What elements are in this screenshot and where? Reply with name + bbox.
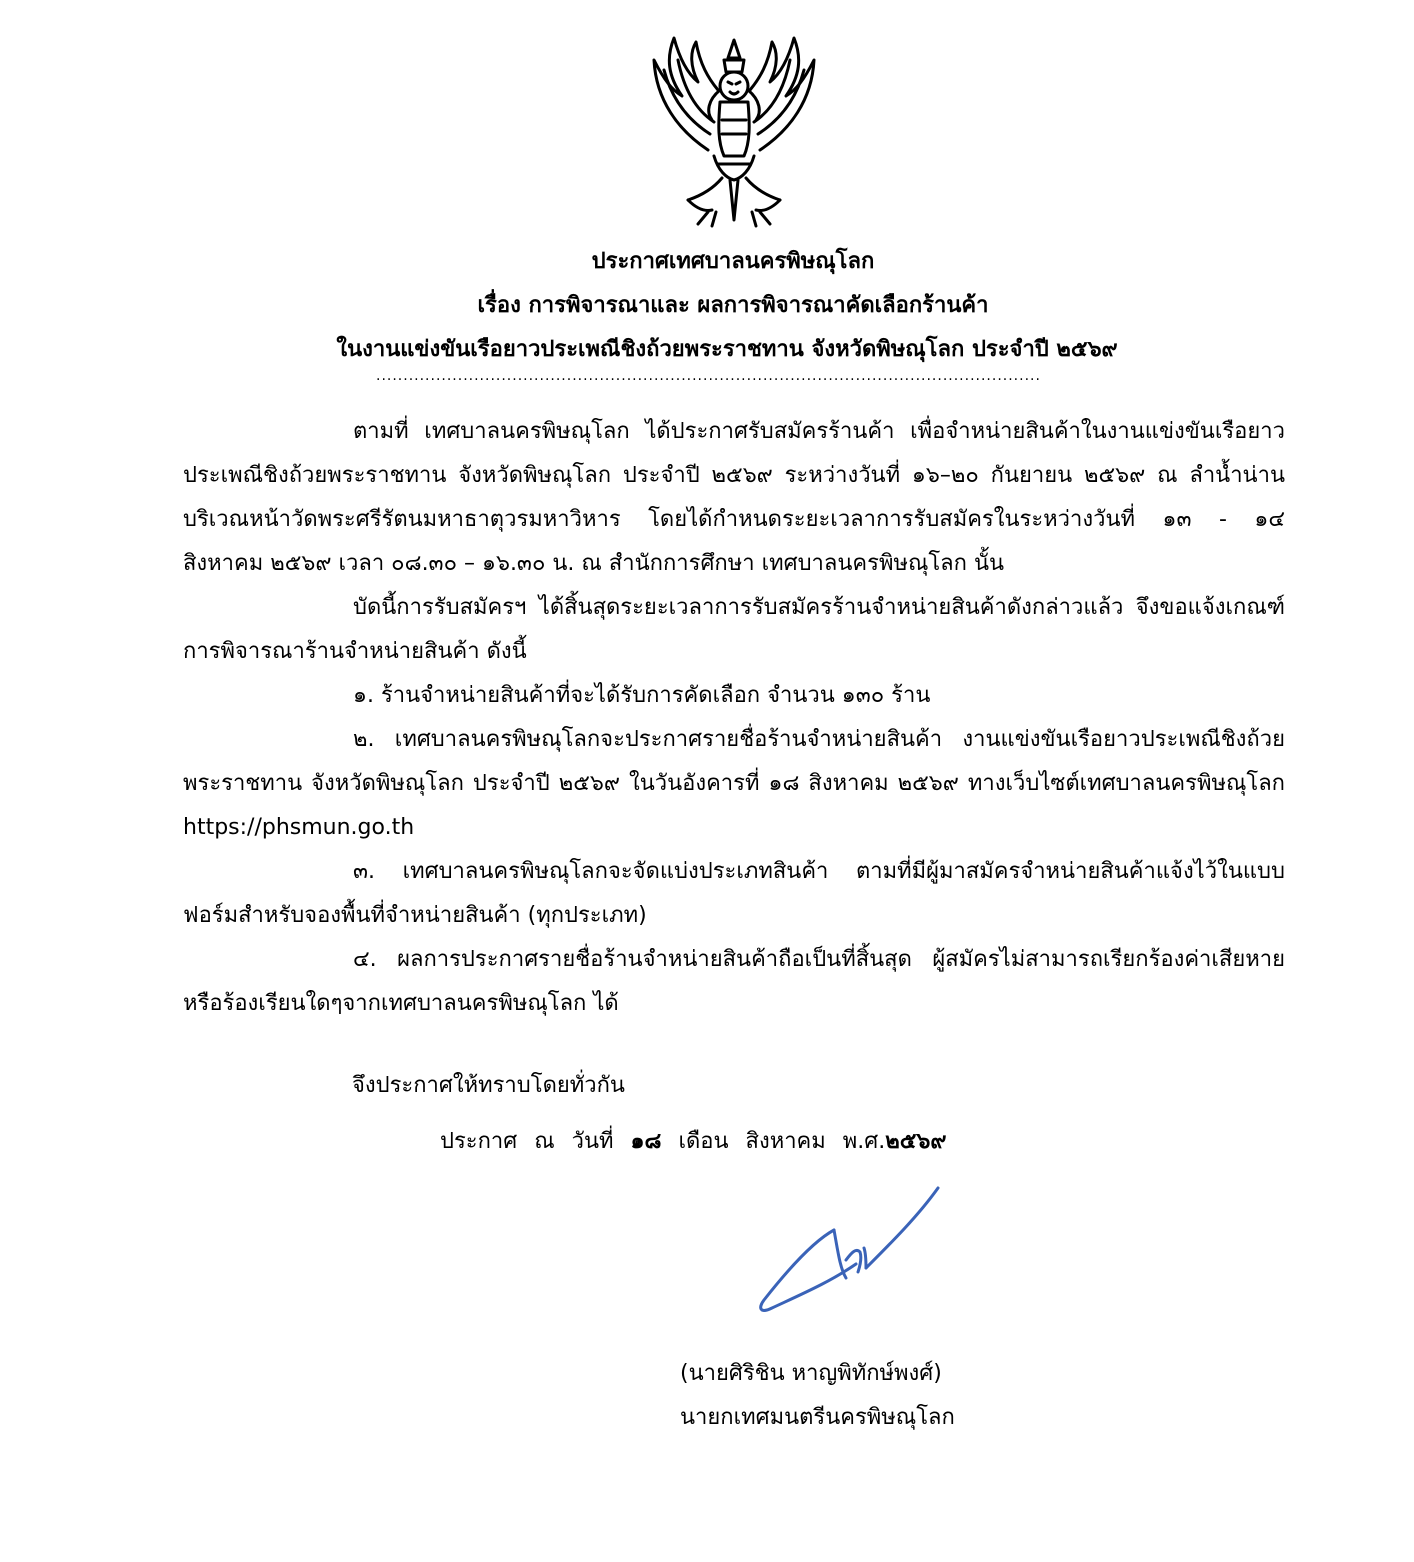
dotted-divider: .......................................................................................................................... <box>376 368 1041 384</box>
title-line-3: ในงานแข่งขันเรือยาวประเพณีชิงถ้วยพระราชทาน จังหวัดพิษณุโลก ประจำปี ๒๕๖๙ <box>336 337 1118 362</box>
dateline-day: ๑๘ <box>630 1129 662 1154</box>
signer-name: (นายศิริชิน หาญพิทักษ์พงศ์) <box>680 1361 942 1386</box>
criteria-item-4: ๔. ผลการประกาศรายชื่อร้านจำหน่ายสินค้าถือเป็นที่สิ้นสุด ผู้สมัครไม่สามารถเรียกร้องค่าเสียหายหรือร้องเรียนใดๆจากเทศบาลนครพิษณุโลก ได้ <box>183 947 1285 1016</box>
announcement-dateline <box>440 1120 946 1164</box>
paragraph-background: ตามที่ เทศบาลนครพิษณุโลก ได้ประกาศรับสมัครร้านค้า เพื่อจำหน่ายสินค้าในงานแข่งขันเรือยาวประเพณีชิงถ้วยพระราชทาน จังหวัดพิษณุโลก ประจำปี ๒๕๖๙ ระหว่างวันที่ ๑๖–๒๐ กันยายน ๒๕๖๙ ณ ลำน้ำน่าน บริเวณหน้าวัดพระศรีรัตนมหาธาตุวรมหาวิหาร โดยได้กำหนดระยะเวลาการรับสมัครในระหว่างวันที่ ๑๓ - ๑๔ สิงหาคม ๒๕๖๙ เวลา ๐๘.๓๐ – ๑๖.๓๐ น. ณ สำนักการศึกษา เทศบาลนครพิษณุโลก นั้น <box>183 419 1285 576</box>
closing-statement: จึงประกาศให้ทราบโดยทั่วกัน <box>352 1073 625 1098</box>
dateline-month: เดือน สิงหาคม พ.ศ. <box>678 1129 886 1154</box>
dateline-prefix: ประกาศ ณ วันที่ <box>440 1129 614 1154</box>
paragraph-criteria-intro: บัดนี้การรับสมัครฯ ได้สิ้นสุดระยะเวลาการรับสมัครร้านจำหน่ายสินค้าดังกล่าวแล้ว จึงขอแจ้งเกณฑ์การพิจารณาร้านจำหน่ายสินค้า ดังนี้ <box>183 595 1285 664</box>
signature-icon <box>742 1182 948 1318</box>
announcement-title <box>0 240 1414 372</box>
criteria-item-3: ๓. เทศบาลนครพิษณุโลกจะจัดแบ่งประเภทสินค้า ตามที่มีผู้มาสมัครจำหน่ายสินค้าแจ้งไว้ในแบบฟอร์มสำหรับจองพื้นที่จำหน่ายสินค้า (ทุกประเภท) <box>183 859 1285 928</box>
title-line-2: เรื่อง การพิจารณาและ ผลการพิจารณาคัดเลือกร้านค้า <box>477 293 989 318</box>
signer-position: นายกเทศมนตรีนครพิษณุโลก <box>680 1405 955 1430</box>
title-line-1: ประกาศเทศบาลนครพิษณุโลก <box>591 249 875 274</box>
criteria-item-1: ๑. ร้านจำหน่ายสินค้าที่จะได้รับการคัดเลือก จำนวน ๑๓๐ ร้าน <box>353 683 931 708</box>
criteria-item-2: ๒. เทศบาลนครพิษณุโลกจะประกาศรายชื่อร้านจำหน่ายสินค้า งานแข่งขันเรือยาวประเพณีชิงถ้วยพระราชทาน จังหวัดพิษณุโลก ประจำปี ๒๕๖๙ ในวันอังคารที่ ๑๘ สิงหาคม ๒๕๖๙ ทางเว็บไซต์เทศบาลนครพิษณุโลก https://phsmun.go.th <box>183 727 1285 840</box>
dateline-year: ๒๕๖๙ <box>885 1129 947 1154</box>
announcement-body <box>183 410 1285 1026</box>
garuda-emblem-icon <box>638 30 830 230</box>
